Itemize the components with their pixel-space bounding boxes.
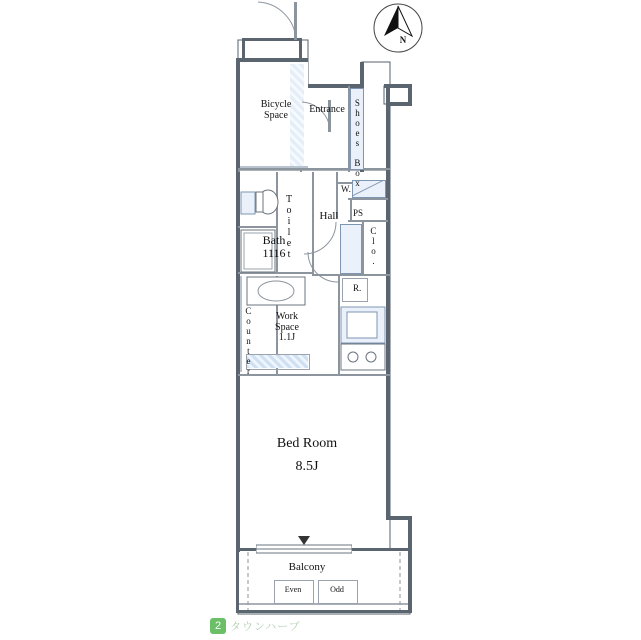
label-work-space: Work Space 1.1J xyxy=(275,311,299,343)
label-bed-room: Bed Room 8.5J xyxy=(276,436,338,474)
label-ac-even: Even xyxy=(284,585,302,594)
window-marker xyxy=(298,536,310,546)
label-refrigerator: R. xyxy=(353,283,362,293)
label-washer: W. xyxy=(341,184,351,194)
label-closet: Clo. xyxy=(368,226,379,266)
label-toilet: Toilet xyxy=(283,194,295,260)
bicycle-space-edge xyxy=(240,166,308,168)
counter-edge xyxy=(240,276,242,372)
label-counter: Counter xyxy=(243,306,254,376)
label-ps: PS xyxy=(353,208,364,218)
watermark-logo: 2 xyxy=(210,618,226,634)
work-desk xyxy=(246,354,310,370)
hall-door-swing xyxy=(306,250,342,284)
toilet-fixture xyxy=(240,186,282,226)
closet-shelf xyxy=(340,224,362,274)
label-entrance: Entrance xyxy=(309,104,345,115)
label-balcony: Balcony xyxy=(288,561,326,573)
label-bath: Bath 1116 xyxy=(262,233,286,260)
porch-door-swing xyxy=(244,0,304,44)
label-hall: Hall xyxy=(319,210,339,222)
compass-icon xyxy=(372,2,424,54)
vanity-sink xyxy=(246,276,310,308)
compass-label: N xyxy=(399,35,407,45)
watermark xyxy=(210,618,301,634)
kitchen-counter xyxy=(340,306,388,372)
watermark-text: タウンハープ xyxy=(230,621,301,633)
label-shoes-box: Shoes Box xyxy=(352,98,363,188)
label-ac-odd: Odd xyxy=(330,585,344,594)
label-bicycle-space: Bicycle Space xyxy=(260,99,292,121)
